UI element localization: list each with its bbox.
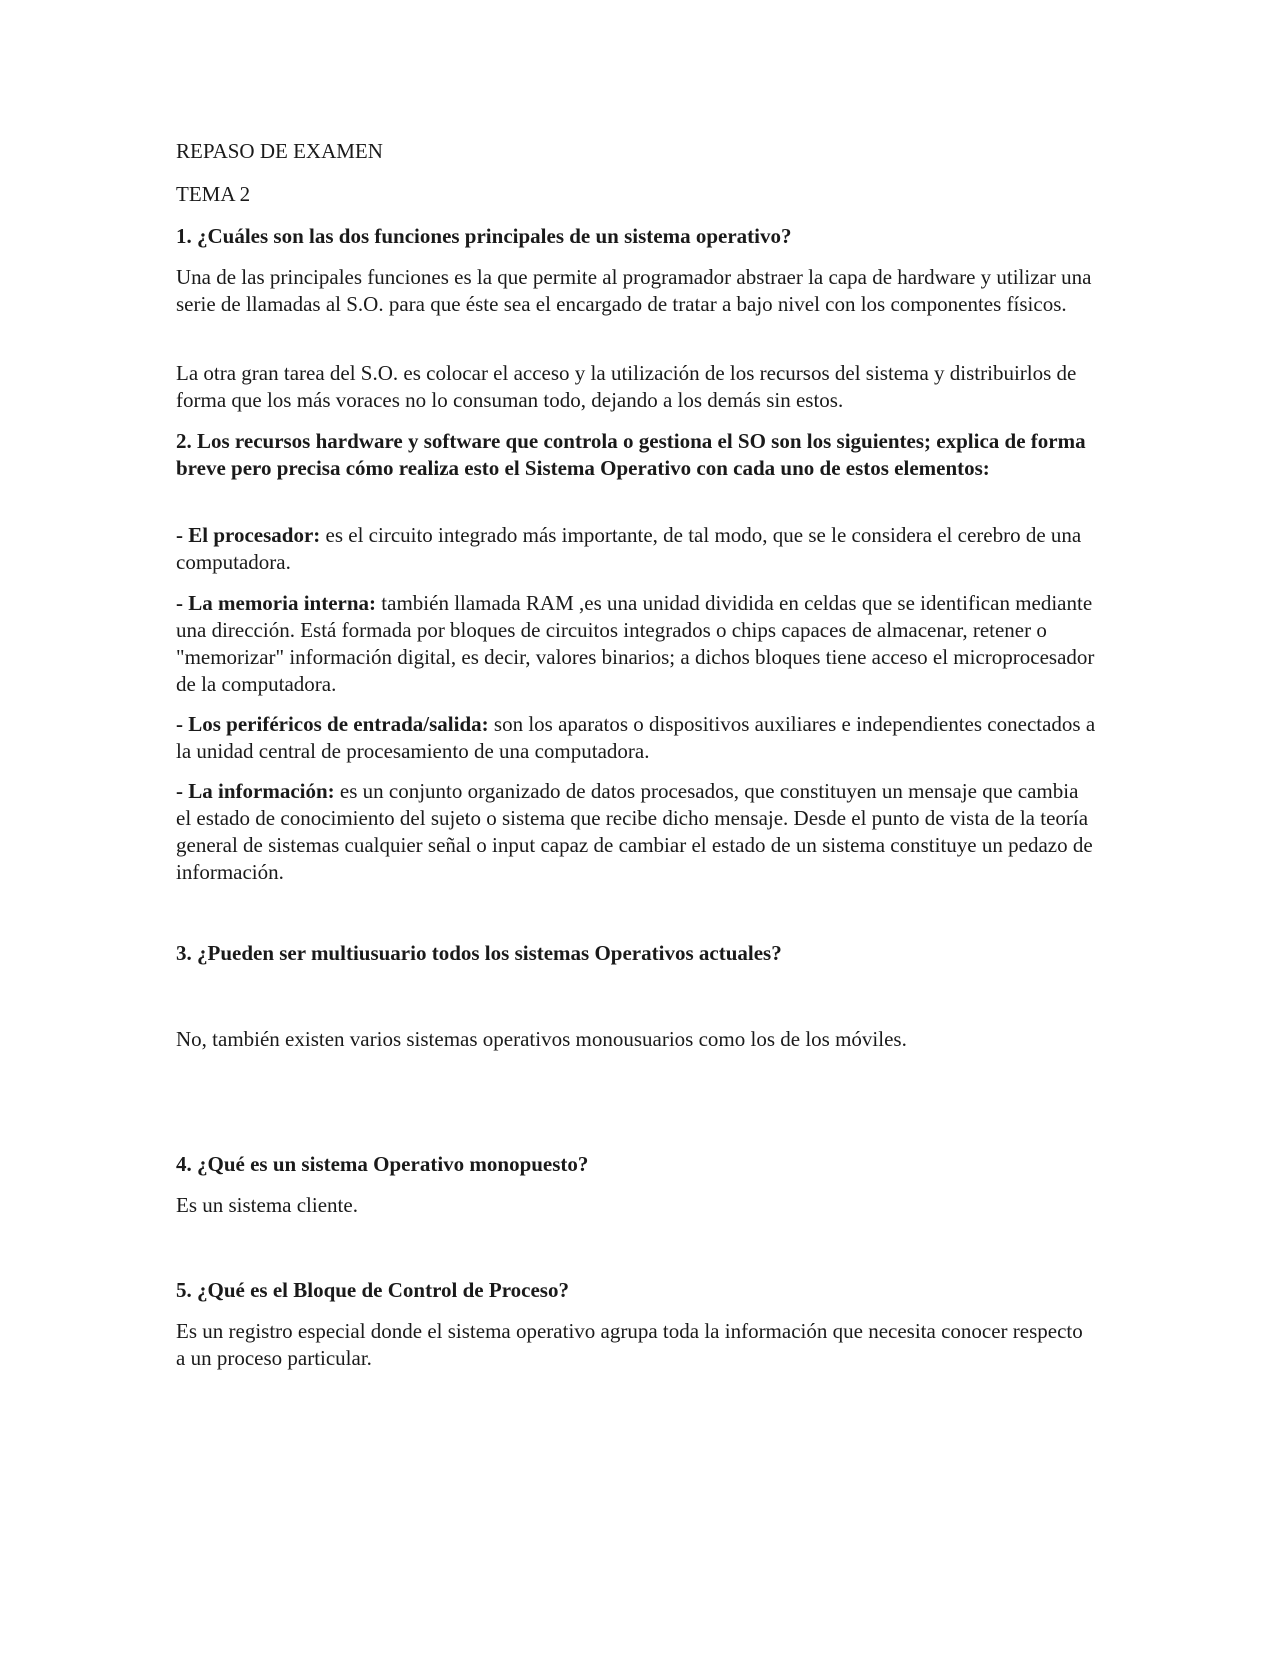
resource-description: son los aparatos o dispositivos auxiliares e independientes conectados a la unidad central de procesamiento de una computadora. (176, 712, 1096, 763)
answer-4: Es un sistema cliente. (176, 1193, 358, 1217)
question-1: 1. ¿Cuáles son las dos funciones principales de un sistema operativo? (176, 224, 792, 248)
resource-description: también llamada RAM ,es una unidad dividida en celdas que se identifican mediante una dirección. Está formada por bloques de circuitos integrados o chips capaces de almacenar, retener o "memorizar" información digital, es decir, valores binarios; a dichos bloques tiene acceso el microprocesador de la computadora. (176, 591, 1095, 696)
resource-term: - El procesador: (176, 523, 321, 547)
resource-item-processor (176, 522, 1096, 576)
document-title: REPASO DE EXAMEN (176, 139, 383, 163)
question-5: 5. ¿Qué es el Bloque de Control de Proceso? (176, 1278, 569, 1302)
answer-1-paragraph-1: Una de las principales funciones es la que permite al programador abstraer la capa de hardware y utilizar una serie de llamadas al S.O. para que éste sea el encargado de tratar a bajo nivel con los componentes físicos. (176, 265, 1092, 316)
resource-item-peripherals (176, 711, 1096, 765)
answer-1-paragraph-2: La otra gran tarea del S.O. es colocar el acceso y la utilización de los recursos del sistema y distribuirlos de forma que los más voraces no lo consuman todo, dejando a los demás sin estos. (176, 361, 1077, 412)
resource-item-information (176, 778, 1096, 886)
resource-item-memory (176, 590, 1096, 698)
question-4: 4. ¿Qué es un sistema Operativo monopuesto? (176, 1152, 589, 1176)
resource-term: - Los periféricos de entrada/salida: (176, 712, 489, 736)
resource-description: es un conjunto organizado de datos procesados, que constituyen un mensaje que cambia el estado de conocimiento del sujeto o sistema que recibe dicho mensaje. Desde el punto de vista de la teoría general de sistemas cualquier señal o input capaz de cambiar el estado de un sistema constituye un pedazo de información. (176, 779, 1093, 884)
question-2: 2. Los recursos hardware y software que controla o gestiona el SO son los siguientes; explica de forma breve pero precisa cómo realiza esto el Sistema Operativo con cada uno de estos elementos: (176, 429, 1086, 480)
resource-description: es el circuito integrado más importante, de tal modo, que se le considera el cerebro de una computadora. (176, 523, 1082, 574)
resource-term: - La memoria interna: (176, 591, 377, 615)
answer-5: Es un registro especial donde el sistema operativo agrupa toda la información que necesita conocer respecto a un proceso particular. (176, 1319, 1083, 1370)
resource-term: - La información: (176, 779, 335, 803)
topic-heading: TEMA 2 (176, 182, 251, 206)
answer-3: No, también existen varios sistemas operativos monousuarios como los de los móviles. (176, 1027, 907, 1051)
question-3: 3. ¿Pueden ser multiusuario todos los sistemas Operativos actuales? (176, 941, 782, 965)
